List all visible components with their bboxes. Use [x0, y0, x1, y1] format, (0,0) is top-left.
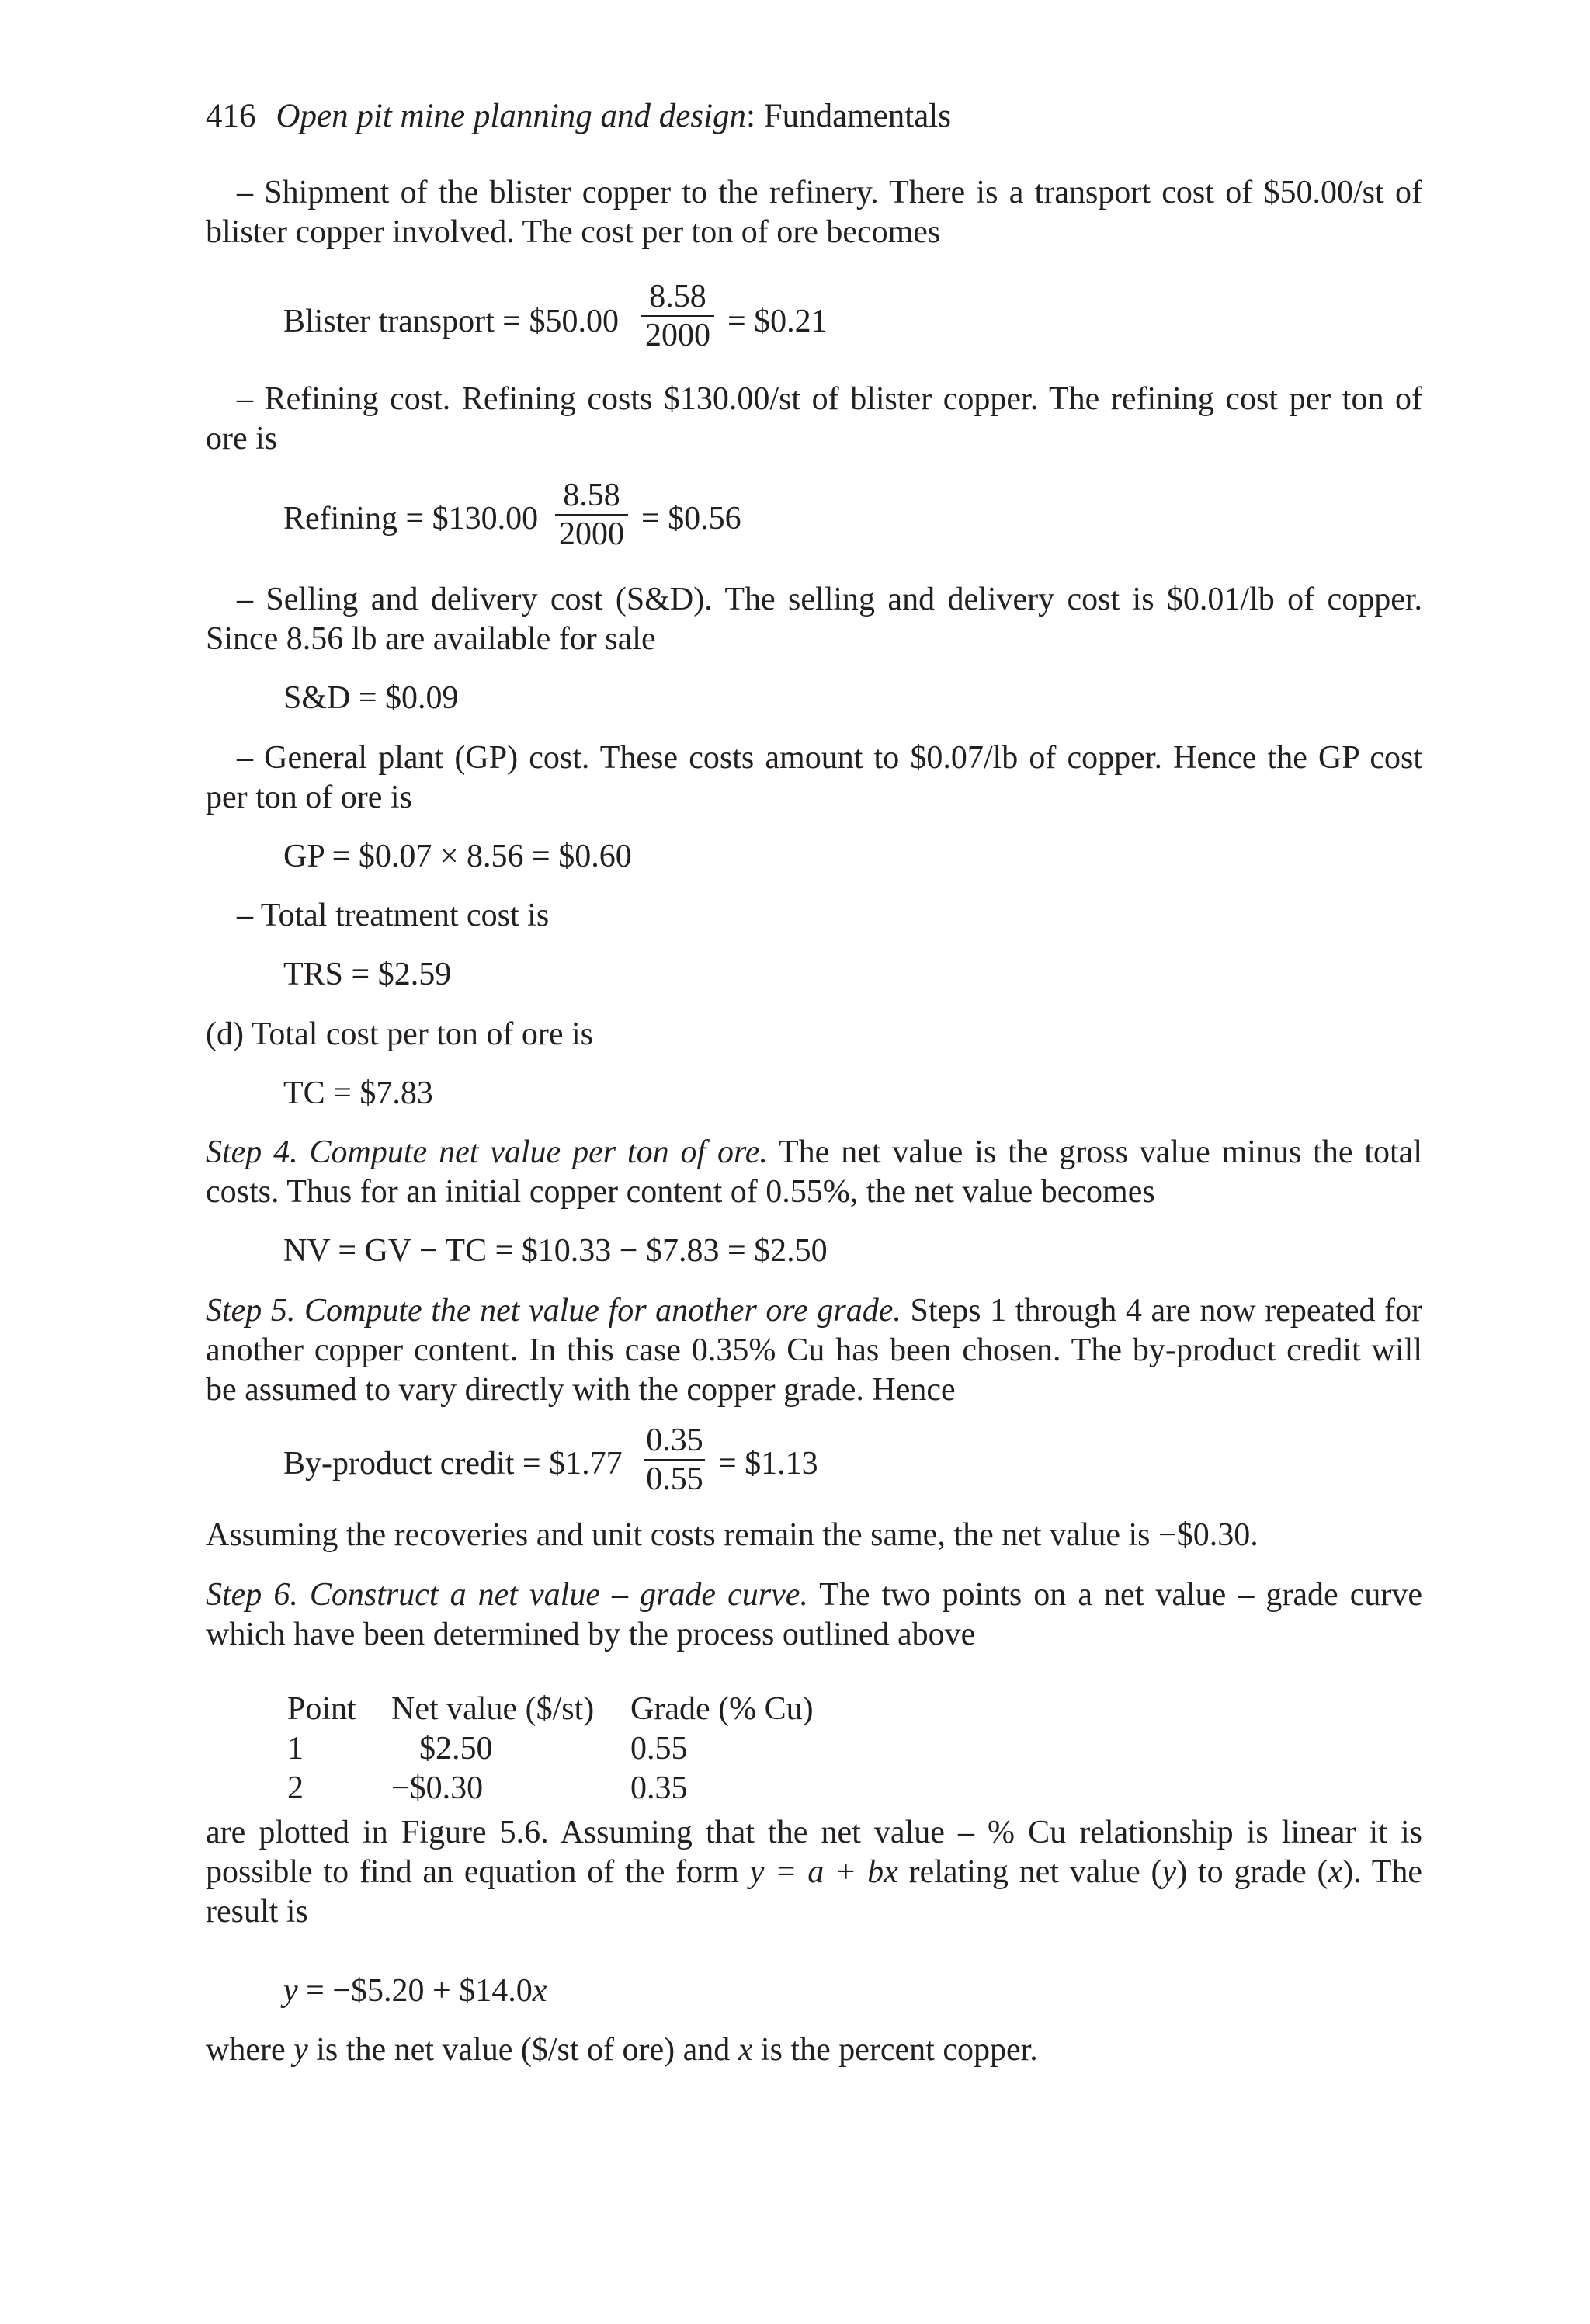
equation-gp: GP = $0.07 × 8.56 = $0.60 [283, 839, 632, 874]
equation-blister-lhs: Blister transport = $50.00 [283, 304, 619, 339]
equation-byproduct-rhs: = $1.13 [718, 1446, 818, 1482]
table-cell: 2 [287, 1770, 304, 1806]
equation-sd: S&D = $0.09 [283, 680, 459, 716]
table-header-cell: Net value ($/st) [391, 1691, 595, 1727]
paragraph-step-6: Step 6. Construct a net value – grade curve. The two points on a net value – grade curve which have been determined by the process outlined above [206, 1577, 1422, 1652]
step-6-label: Step 6. Construct a net value – grade curve. [206, 1577, 808, 1613]
equation-net-value-line: y = −$5.20 + $14.0x [283, 1973, 547, 2009]
net-value-grade-table [287, 1690, 814, 1808]
equation-nv: NV = GV − TC = $10.33 − $7.83 = $2.50 [283, 1233, 828, 1269]
equation-refining-lhs: Refining = $130.00 [283, 501, 539, 537]
step-5-label: Step 5. Compute the net value for another ore grade. [206, 1293, 901, 1329]
table-row [287, 1769, 814, 1808]
equation-linear-form: y = a + bx [749, 1854, 898, 1890]
equation-refining-rhs: = $0.56 [641, 501, 741, 537]
running-header [206, 92, 951, 141]
paragraph-refining: – Refining cost. Refining costs $130.00/st of blister copper. The refining cost per ton of ore is [206, 381, 1422, 457]
equation-blister-fraction: 8.58 2000 [641, 281, 714, 351]
equation-byproduct-lhs: By-product credit = $1.77 [283, 1446, 623, 1482]
paragraph-step-4: Step 4. Compute net value per ton of ore. The net value is the gross value minus the total costs. Thus for an initial copper content of 0.55%, the net value becomes [206, 1134, 1422, 1210]
step-4-label: Step 4. Compute net value per ton of ore. [206, 1134, 768, 1170]
table-header-cell: Grade (% Cu) [630, 1691, 814, 1727]
equation-blister-rhs: = $0.21 [727, 304, 828, 339]
paragraph-net-value-result: Assuming the recoveries and unit costs remain the same, the net value is −$0.30. [206, 1517, 1258, 1553]
table-cell: 0.35 [630, 1770, 688, 1806]
paragraph-selling-delivery: – Selling and delivery cost (S&D). The selling and delivery cost is $0.01/lb of copper. Since 8.56 lb are available for sale [206, 582, 1422, 657]
paragraph-blister-shipment: – Shipment of the blister copper to the refinery. There is a transport cost of $50.00/st of blister copper involved. The cost per ton of ore becomes [206, 175, 1422, 250]
equation-refining-fraction: 8.58 2000 [555, 480, 628, 550]
page-number: 416 [206, 98, 256, 134]
equation-byproduct-fraction: 0.35 0.55 [644, 1425, 705, 1495]
paragraph-general-plant: – General plant (GP) cost. These costs amount to $0.07/lb of copper. Hence the GP cost per ton of ore is [206, 740, 1422, 815]
table-header-row [287, 1690, 814, 1729]
paragraph-total-cost: (d) Total cost per ton of ore is [206, 1016, 593, 1052]
table-row [287, 1729, 814, 1769]
table-cell: $2.50 [419, 1731, 493, 1766]
running-title: Open pit mine planning and design: Fundamentals [276, 98, 951, 134]
paragraph-variable-definitions: where y is the net value ($/st of ore) and x is the percent copper. [206, 2032, 1038, 2068]
table-cell: 0.55 [630, 1731, 688, 1766]
equation-trs: TRS = $2.59 [283, 957, 452, 992]
paragraph-step-5: Step 5. Compute the net value for another ore grade. Steps 1 through 4 are now repeated for another copper content. In this case 0.35% Cu has been chosen. The by-product credit will be assumed to vary directly with the copper grade. Hence [206, 1293, 1423, 1408]
paragraph-plotted: are plotted in Figure 5.6. Assuming that the net value – % Cu relationship is linear it is possible to find an equation of the form y = a + bx relating net value (y) to grade (x). The result is [206, 1815, 1422, 1930]
table-cell: −$0.30 [391, 1770, 484, 1806]
table-cell: 1 [287, 1731, 304, 1766]
table-header-cell: Point [287, 1691, 356, 1727]
paragraph-total-treatment: – Total treatment cost is [237, 898, 550, 933]
equation-tc: TC = $7.83 [283, 1075, 433, 1111]
